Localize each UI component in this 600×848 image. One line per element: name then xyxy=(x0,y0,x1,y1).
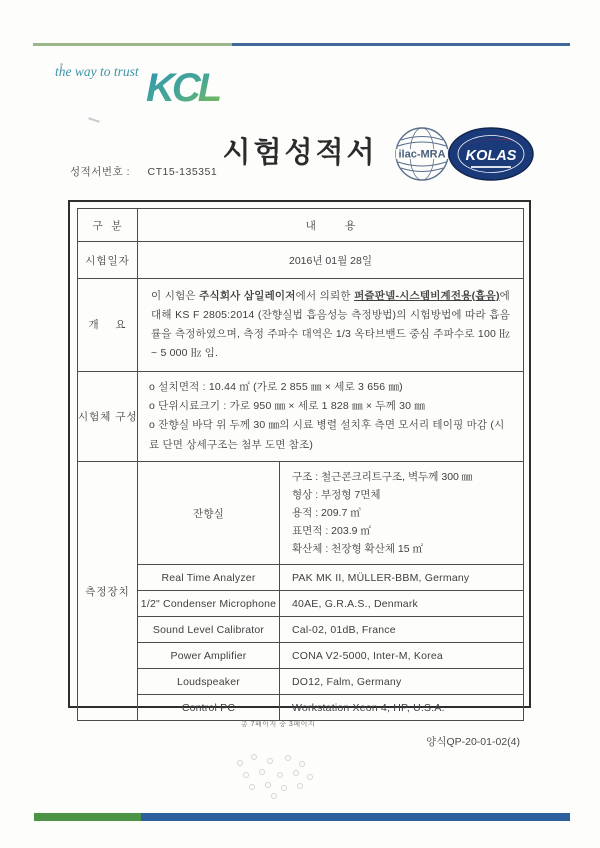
overview-client: 주식회사 삼일레이저 xyxy=(199,290,296,302)
reverb-room-line: 형상 : 부정형 7면체 xyxy=(292,489,381,502)
specimen-row xyxy=(78,371,524,462)
report-number xyxy=(70,164,217,179)
kolas-stamp-icon xyxy=(447,126,535,182)
specimen-line: o 설치면적 : 10.44 ㎡ (가로 2 855 ㎜ × 세로 3 656 ㎜) xyxy=(149,380,403,393)
scan-artifact xyxy=(88,117,100,123)
reverb-room-line: 구조 : 철근콘크리트구조, 벽두께 300 ㎜ xyxy=(292,471,473,484)
equipment-row xyxy=(78,591,524,617)
equipment-value: DO12, Falm, Germany xyxy=(280,669,524,695)
logo-kcl-svg: KCL xyxy=(146,66,220,110)
equipment-name: Sound Level Calibrator xyxy=(138,617,280,643)
report-table xyxy=(77,208,524,721)
accreditation-stamps xyxy=(393,125,535,183)
equipment-value: Workstation Xeon 4, HP, U.S.A. xyxy=(280,695,524,721)
form-number: 양식QP-20-01-02(4) xyxy=(426,736,520,748)
equipment-name: Loudspeaker xyxy=(138,669,280,695)
overview-label: 개 요 xyxy=(78,279,138,372)
specimen-line: o 잔향실 바닥 위 두께 30 ㎜의 시료 병렬 설치후 측면 모서리 테이핑 마감 (시료 단면 상세구조는 첨부 도면 참조) xyxy=(149,419,505,451)
equipment-row xyxy=(78,669,524,695)
embossed-seal-mark xyxy=(233,752,318,798)
specimen-details xyxy=(138,371,524,462)
specimen-line: o 단위시료크기 : 가로 950 ㎜ × 세로 1 828 ㎜ × 두께 30 ㎜ xyxy=(149,399,426,412)
reverb-room-line: 확산체 : 천장형 확산체 15 ㎡ xyxy=(292,543,423,556)
overview-row xyxy=(78,279,524,372)
reverb-room-name: 잔향실 xyxy=(138,462,280,565)
bottom-divider-green xyxy=(34,813,141,821)
equipment-row xyxy=(78,695,524,721)
equipment-name: Control PC xyxy=(138,695,280,721)
overview-part3: 에서 의뢰한 xyxy=(295,290,355,302)
equipment-value: PAK MK II, MÜLLER-BBM, Germany xyxy=(280,565,524,591)
equipment-value: 40AE, G.R.A.S., Denmark xyxy=(280,591,524,617)
equipment-name: Real Time Analyzer xyxy=(138,565,280,591)
equipment-row xyxy=(78,643,524,669)
top-divider-blue xyxy=(232,43,570,46)
test-date-label: 시험일자 xyxy=(78,242,138,279)
page-count-info: 총 7페이지 중 3페이지 xyxy=(240,721,316,728)
table-header-row xyxy=(78,209,524,242)
specimen-label: 시험체 구성 xyxy=(78,371,138,462)
top-divider xyxy=(33,43,570,46)
kcl-logo xyxy=(53,55,223,110)
reverb-room-line: 표면적 : 203.9 ㎡ xyxy=(292,525,371,538)
overview-text xyxy=(138,279,524,372)
ilac-mra-stamp-icon xyxy=(393,125,451,183)
svg-text:KOLAS: KOLAS xyxy=(465,148,517,164)
report-number-label: 성적서번호 : xyxy=(70,166,131,178)
report-number-value: CT15-135351 xyxy=(147,166,218,178)
logo-tagline-svg: the way to trust xyxy=(55,64,139,79)
overview-specimen-name: 퍼즐판넬-시스템비계전용(흡음) xyxy=(354,290,500,302)
equipment-value: CONA V2-5000, Inter-M, Korea xyxy=(280,643,524,669)
header-content: 내 용 xyxy=(138,209,524,242)
equipment-value: Cal-02, 01dB, France xyxy=(280,617,524,643)
page-title: 시험성적서 xyxy=(222,137,378,169)
bottom-divider-blue xyxy=(141,813,570,821)
header-category: 구 분 xyxy=(78,209,138,242)
reverb-room-line: 용적 : 209.7 ㎥ xyxy=(292,507,361,520)
report-table-frame xyxy=(68,200,531,714)
reverb-room-row xyxy=(78,462,524,565)
test-date-row xyxy=(78,242,524,279)
overview-part5: 에 대해 KS F 2805:2014 (잔향실법 흡음성능 측정방법)의 시험방법에 따라 흡음률을 측정하였으며, 측정 주파수 대역은 1/3 옥타브밴드 중심 주파수로 100 ㎐ ~ 5 000 ㎐ 임. xyxy=(151,290,510,359)
equipment-name: Power Amplifier xyxy=(138,643,280,669)
equipment-name: 1/2" Condenser Microphone xyxy=(138,591,280,617)
test-date-value: 2016년 01월 28일 xyxy=(138,242,524,279)
top-divider-green xyxy=(33,43,232,46)
bottom-divider xyxy=(34,813,570,821)
equipment-row xyxy=(78,565,524,591)
reverb-room-details xyxy=(280,462,524,565)
equipment-row xyxy=(78,617,524,643)
svg-text:ilac-MRA: ilac-MRA xyxy=(398,148,446,161)
overview-part1: 이 시험은 xyxy=(151,290,200,302)
devices-label: 측정장치 xyxy=(78,462,138,721)
